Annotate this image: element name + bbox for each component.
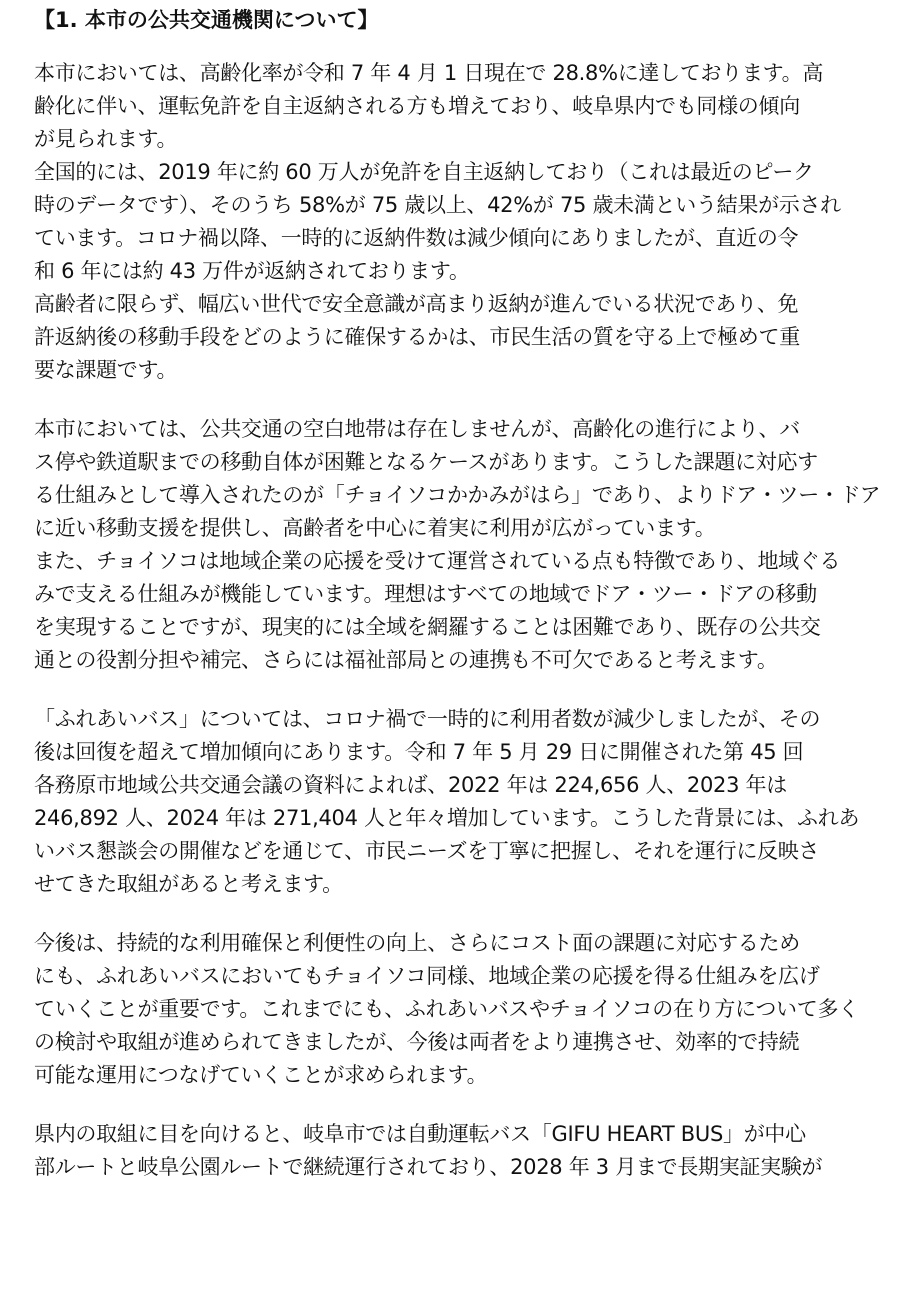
text-line: 高齢者に限らず、幅広い世代で安全意識が高まり返納が進んでいる状況であり、免: [34, 292, 799, 316]
text-line: 本市においては、公共交通の空白地帯は存在しませんが、高齢化の進行により、バ: [34, 417, 800, 441]
text-line: 本市においては、高齢化率が令和 7 年 4 月 1 日現在で 28.8%に達しております。高: [34, 61, 824, 85]
text-line: みで支える仕組みが機能しています。理想はすべての地域でドア・ツー・ドアの移動: [34, 582, 817, 606]
text-line: ています。コロナ禍以降、一時的に返納件数は減少傾向にありましたが、直近の令: [34, 226, 799, 250]
text-line: が見られます。: [34, 127, 178, 151]
text-line: ていくことが重要です。これまでにも、ふれあいバスやチョイソコの在り方について多く: [34, 997, 859, 1021]
paragraph-5: [34, 1118, 886, 1184]
text-line: ス停や鉄道駅までの移動自体が困難となるケースがあります。こうした課題に対応す: [34, 450, 818, 474]
text-line: 時のデータです）、そのうち 58%が 75 歳以上、42%が 75 歳未満という結果が示され: [34, 193, 841, 217]
text-line: る仕組みとして導入されたのが「チョイソコかかみがはら」であり、よりドア・ツー・ドア: [34, 483, 881, 507]
text-line: 和 6 年には約 43 万件が返納されております。: [34, 259, 470, 283]
paragraph-4: [34, 927, 886, 1092]
text-line: に近い移動支援を提供し、高齢者を中心に着実に利用が広がっています。: [34, 516, 716, 540]
text-line: 通との役割分担や補完、さらには福祉部局との連携も不可欠であると考えます。: [34, 648, 778, 672]
paragraph-2: [34, 413, 886, 677]
text-line: また、チョイソコは地域企業の応援を受けて運営されている点も特徴であり、地域ぐる: [34, 549, 841, 573]
document-page: [34, 2, 886, 1210]
text-line: 可能な運用につなげていくことが求められます。: [34, 1063, 488, 1087]
text-line: 部ルートと岐阜公園ルートで継続運行されており、2028 年 3 月まで長期実証実験が: [34, 1155, 823, 1179]
text-line: 要な課題です。: [34, 358, 178, 382]
text-line: の検討や取組が進められてきましたが、今後は両者をより連携させ、効率的で持続: [34, 1030, 800, 1054]
text-line: を実現することですが、現実的には全域を網羅することは困難であり、既存の公共交: [34, 615, 821, 639]
text-line: せてきた取組があると考えます。: [34, 872, 343, 896]
text-line: 各務原市地域公共交通会議の資料によれば、2022 年は 224,656 人、2023 年は: [34, 773, 787, 797]
text-line: にも、ふれあいバスにおいてもチョイソコ同様、地域企業の応援を得る仕組みを広げ: [34, 964, 820, 988]
text-line: 全国的には、2019 年に約 60 万人が免許を自主返納しており（これは最近のピーク: [34, 160, 814, 184]
text-line: いバス懇談会の開催などを通じて、市民ニーズを丁寧に把握し、それを運行に反映さ: [34, 839, 820, 863]
section-heading: 【1. 本市の公共交通機関について】: [34, 8, 379, 32]
text-line: 今後は、持続的な利用確保と利便性の向上、さらにコスト面の課題に対応するため: [34, 931, 800, 955]
paragraph-3: [34, 703, 886, 901]
text-line: 「ふれあいバス」については、コロナ禍で一時的に利用者数が減少しましたが、その: [34, 707, 821, 731]
text-line: 後は回復を超えて増加傾向にあります。令和 7 年 5 月 29 日に開催された第 45 回: [34, 740, 804, 764]
text-line: 齢化に伴い、運転免許を自主返納される方も増えており、岐阜県内でも同様の傾向: [34, 94, 800, 118]
text-line: 246,892 人、2024 年は 271,404 人と年々増加しています。こうした背景には、ふれあ: [34, 806, 860, 830]
text-line: 県内の取組に目を向けると、岐阜市では自動運転バス「GIFU HEART BUS」が中心: [34, 1122, 806, 1146]
text-line: 許返納後の移動手段をどのように確保するかは、市民生活の質を守る上で極めて重: [34, 325, 800, 349]
paragraph-1: [34, 57, 886, 387]
